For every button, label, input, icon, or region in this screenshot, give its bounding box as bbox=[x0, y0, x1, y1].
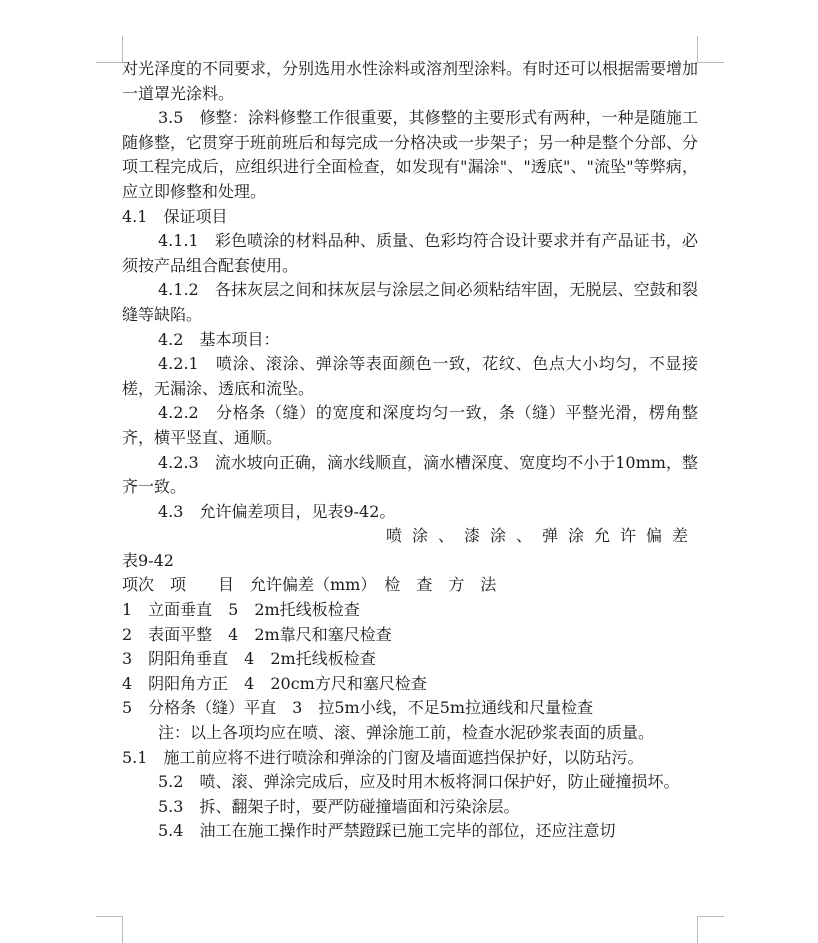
note-paragraph: 注：以上各项均应在喷、滚、弹涂施工前，检查水泥砂浆表面的质量。 bbox=[158, 723, 655, 743]
paragraph-5-4: 5.4 油工在施工操作时严禁蹬踩已施工完毕的部位，还应注意切 bbox=[158, 821, 616, 841]
paragraph-5-1: 5.1 施工前应将不进行喷涂和弹涂的门窗及墙面遮挡保护好，以防玷污。 bbox=[122, 747, 644, 767]
table-row: 5 分格条（缝）平直 3 拉5m小线，不足5m拉通线和尺量检查 bbox=[122, 698, 594, 718]
paragraph-4-2-3: 4.2.3 流水坡向正确，滴水线顺直，滴水槽深度、宽度均不小于10mm，整齐一致。 bbox=[122, 452, 698, 497]
paragraph-5-2: 5.2 喷、滚、弹涂完成后，应及时用木板将洞口保护好，防止碰撞损坏。 bbox=[158, 772, 680, 792]
paragraph-4-1-1: 4.1.1 彩色喷涂的材料品种、质量、色彩均符合设计要求并有产品证书，必须按产品组合配套使用。 bbox=[122, 231, 698, 275]
document-body bbox=[122, 57, 698, 844]
table-row: 3 阴阳角垂直 4 2m托线板检查 bbox=[122, 649, 376, 669]
crop-mark-top-left bbox=[96, 36, 123, 63]
heading-4-2: 4.2 基本项目： bbox=[158, 329, 280, 349]
table-header: 项次 项 目 允许偏差（mm） 检 查 方 法 bbox=[122, 575, 497, 595]
paragraph-4-2-2: 4.2.2 分格条（缝）的宽度和深度均匀一致，条（缝）平整光滑，楞角整齐，横平竖直、通顺。 bbox=[122, 403, 698, 447]
table-row: 1 立面垂直 5 2m托线板检查 bbox=[122, 600, 360, 620]
paragraph-4-3: 4.3 允许偏差项目，见表9-42。 bbox=[158, 501, 396, 521]
paragraph-3-5: 3.5 修整：涂料修整工作很重要，其修整的主要形式有两种，一种是随施工随修整，它贯穿于班前班后和每完成一分格决或一步架子；另一种是整个分部、分项工程完成后，应组织进行全面检查，如发现有"漏涂"、"透底"、"流坠"等弊病，应立即修整和处理。 bbox=[122, 108, 699, 201]
table-caption-number: 表9-42 bbox=[122, 550, 174, 570]
crop-mark-bottom-right bbox=[697, 916, 724, 943]
table-row: 4 阴阳角方正 4 20cm方尺和塞尺检查 bbox=[122, 673, 427, 693]
crop-mark-bottom-left bbox=[96, 916, 123, 943]
paragraph-4-1-2: 4.1.2 各抹灰层之间和抹灰层与涂层之间必须粘结牢固，无脱层、空鼓和裂缝等缺陷。 bbox=[122, 280, 698, 324]
paragraph-gloss: 对光泽度的不同要求，分别选用水性涂料或溶剂型涂料。有时还可以根据需要增加一道罩光涂料。 bbox=[122, 59, 699, 103]
crop-mark-top-right bbox=[697, 36, 724, 63]
table-row: 2 表面平整 4 2m靠尺和塞尺检查 bbox=[122, 624, 392, 644]
paragraph-4-2-1: 4.2.1 喷涂、滚涂、弹涂等表面颜色一致，花纹、色点大小均匀，不显接槎，无漏涂、透底和流坠。 bbox=[122, 354, 698, 398]
table-caption-title: 喷涂、漆涂、弹涂允许偏差 bbox=[385, 526, 698, 546]
heading-4-1: 4.1 保证项目 bbox=[122, 206, 228, 226]
paragraph-5-3: 5.3 拆、翻架子时，要严防碰撞墙面和污染涂层。 bbox=[158, 796, 520, 816]
